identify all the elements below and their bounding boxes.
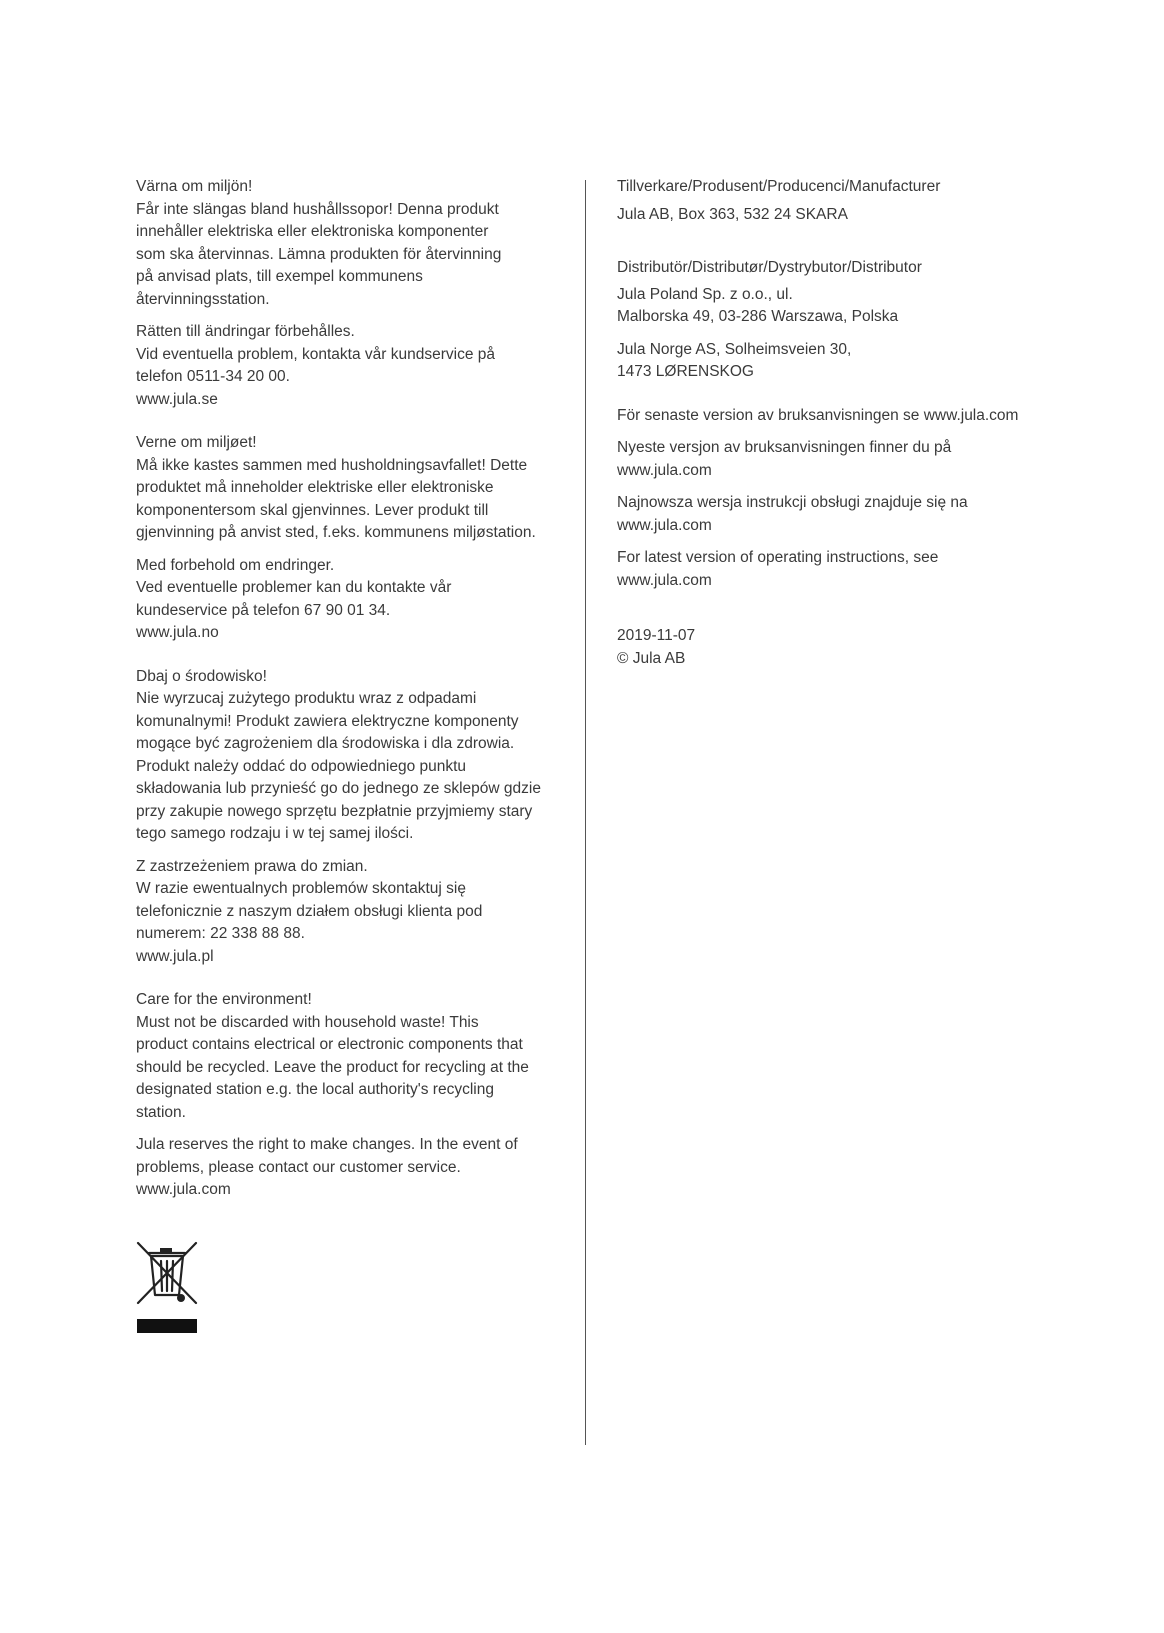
text-line: W razie ewentualnych problemów skontaktuj się xyxy=(136,880,466,897)
left-column xyxy=(136,176,556,1202)
text-line: återvinningsstation. xyxy=(136,290,270,308)
website-link[interactable]: www.jula.com xyxy=(617,516,712,534)
document-date: 2019-11-07 xyxy=(617,627,696,644)
text-line: Får inte slängas bland hushållssopor! Denna produkt xyxy=(136,200,499,218)
text-line: komponentersom skal gjenvinnes. Lever produkt till xyxy=(136,501,489,519)
text-line: Vid eventuella problem, kontakta vår kundservice på xyxy=(136,345,496,363)
sv-contact xyxy=(136,321,556,411)
manufacturer-info xyxy=(617,176,1137,226)
text-line: product contains electrical or electronic components that xyxy=(136,1036,523,1053)
text-line: Må ikke kastes sammen med husholdningsavfallet! Dette xyxy=(136,456,528,474)
crossed-out-wheelie-bin-icon xyxy=(135,1239,199,1333)
no-website-link[interactable]: www.jula.no xyxy=(136,624,219,641)
manufacturer-heading: Tillverkare/Produsent/Producenci/Manufacturer xyxy=(617,178,941,195)
website-link[interactable]: www.jula.com xyxy=(617,571,712,589)
text-line: Produkt należy oddać do odpowiedniego punktu xyxy=(136,757,467,775)
latest-version-pl xyxy=(617,492,1137,537)
text-line: składowania lub przynieść go do jednego ze sklepów gdzie xyxy=(136,780,541,797)
text-line: przy zakupie nowego sprzętu bezpłatnie przyjmiemy stary xyxy=(136,802,533,820)
distributor-info xyxy=(617,257,1137,329)
text-line: som ska återvinnas. Lämna produkten för återvinning xyxy=(136,245,502,263)
text-line: station. xyxy=(136,1103,186,1121)
no-environment-notice xyxy=(136,432,556,545)
text-line: Rätten till ändringar förbehålles. xyxy=(136,323,355,340)
text-line: telefon 0511-34 20 00. xyxy=(136,368,290,385)
text-line: problems, please contact our customer service. xyxy=(136,1158,461,1176)
text-line: gjenvinning på anvist sted, f.eks. kommunens miljøstation. xyxy=(136,524,536,541)
text-line: numerem: 22 338 88 88. xyxy=(136,925,305,942)
text-line: Najnowsza wersja instrukcji obsługi znajduje się na xyxy=(617,494,968,511)
text-line: kundeservice på telefon 67 90 01 34. xyxy=(136,601,391,619)
manufacturer-address: Jula AB, Box 363, 532 24 SKARA xyxy=(617,205,848,223)
right-column xyxy=(617,176,1137,670)
text-line: komunalnymi! Produkt zawiera elektryczne komponenty xyxy=(136,712,519,730)
sv-heading: Värna om miljön! xyxy=(136,178,253,195)
text-line: Nyeste versjon av bruksanvisningen finner du på xyxy=(617,439,952,456)
distributor-heading: Distributör/Distributør/Dystrybutor/Distributor xyxy=(617,259,922,276)
pl-contact xyxy=(136,856,556,969)
text-line: For latest version of operating instructions, see xyxy=(617,549,939,566)
sv-website-link[interactable]: www.jula.se xyxy=(136,390,218,408)
no-contact xyxy=(136,555,556,645)
latest-version-sv xyxy=(617,405,1137,428)
pl-heading: Dbaj o środowisko! xyxy=(136,667,267,685)
en-heading: Care for the environment! xyxy=(136,991,312,1008)
text-line: telefonicznie z naszym działem obsługi klienta pod xyxy=(136,902,483,920)
text-line: Med forbehold om endringer. xyxy=(136,556,335,574)
text-line: tego samego rodzaju i w tej samej ilości. xyxy=(136,825,414,842)
text-line: på anvisad plats, till exempel kommunens xyxy=(136,268,423,285)
copyright: © Jula AB xyxy=(617,649,686,667)
text-line: mogące być zagrożeniem dla środowiska i dla zdrowia. xyxy=(136,735,515,752)
text-line: Malborska 49, 03-286 Warszawa, Polska xyxy=(617,308,899,325)
text-line: Must not be discarded with household waste! This xyxy=(136,1013,479,1031)
text-line: För senaste version av bruksanvisningen se www.jula.com xyxy=(617,406,1019,424)
en-environment-notice xyxy=(136,989,556,1124)
text-line: should be recycled. Leave the product for recycling at the xyxy=(136,1058,529,1076)
en-website-link[interactable]: www.jula.com xyxy=(136,1181,231,1198)
website-link[interactable]: www.jula.com xyxy=(617,461,712,479)
text-line: designated station e.g. the local authority's recycling xyxy=(136,1081,494,1098)
text-line: Jula reserves the right to make changes. In the event of xyxy=(136,1136,518,1153)
document-date-block xyxy=(617,625,1137,670)
sv-environment-notice xyxy=(136,176,556,311)
column-divider xyxy=(585,180,586,1445)
text-line: innehåller elektriska eller elektroniska komponenter xyxy=(136,223,489,240)
latest-version-no xyxy=(617,437,1137,482)
text-line: Nie wyrzucaj zużytego produktu wraz z odpadami xyxy=(136,690,477,707)
latest-version-en xyxy=(617,547,1137,592)
text-line: Jula Poland Sp. z o.o., ul. xyxy=(617,285,793,303)
text-line: Z zastrzeżeniem prawa do zmian. xyxy=(136,857,368,875)
en-contact xyxy=(136,1134,556,1202)
distributor-no-info xyxy=(617,339,1137,384)
text-line: Ved eventuelle problemer kan du kontakte vår xyxy=(136,579,452,596)
text-line: produktet må inneholder elektriske eller elektroniske xyxy=(136,479,494,496)
no-heading: Verne om miljøet! xyxy=(136,434,257,451)
text-line: Jula Norge AS, Solheimsveien 30, xyxy=(617,340,852,358)
pl-website-link[interactable]: www.jula.pl xyxy=(136,947,214,965)
text-line: 1473 LØRENSKOG xyxy=(617,363,754,380)
pl-environment-notice xyxy=(136,666,556,846)
